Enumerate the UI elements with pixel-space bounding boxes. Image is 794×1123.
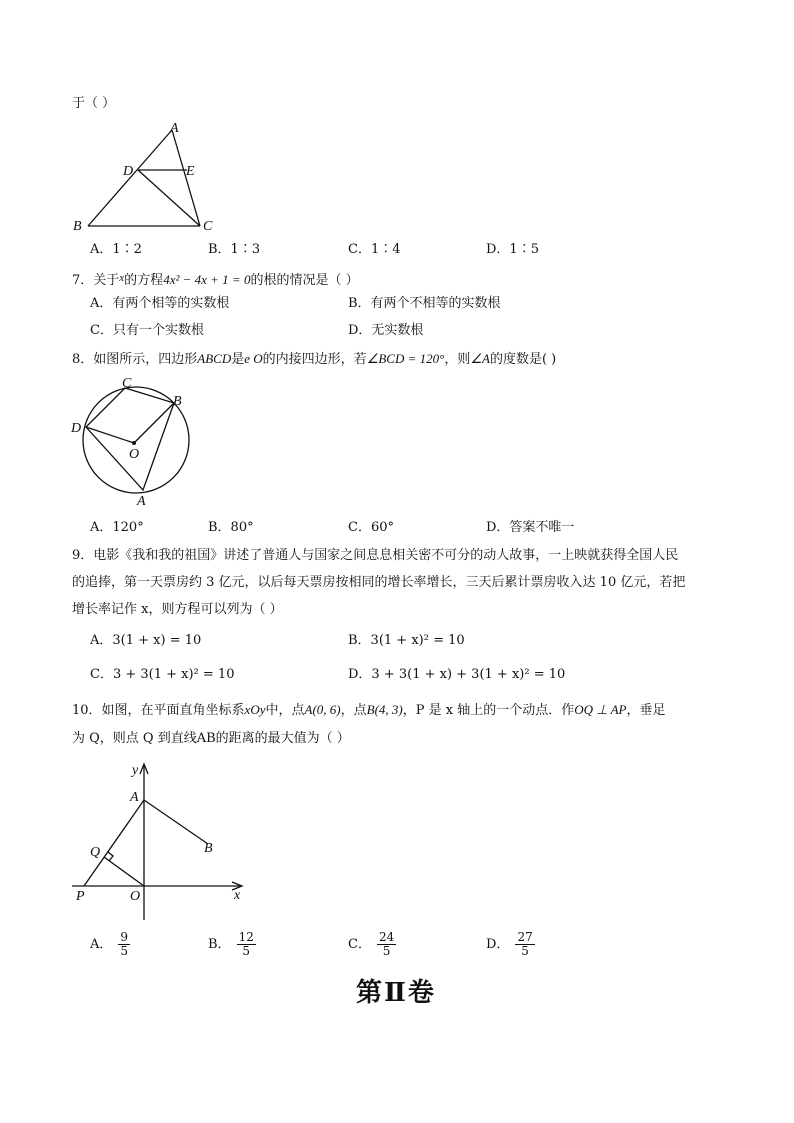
- q8-option-a[interactable]: A．120°: [90, 520, 144, 535]
- q10-option-c[interactable]: C． $\frac{24}{5}$: [348, 930, 395, 958]
- q6-option-c[interactable]: C．1∶4: [348, 242, 401, 257]
- q6-option-a[interactable]: A．1∶2: [90, 242, 142, 257]
- q8-stem: 8．如图所示，四边形ABCD是e O的内接四边形，若∠BCD = 120°，则∠A的度数是( ): [72, 351, 557, 367]
- q7-option-b[interactable]: B．有两个不相等的实数根: [348, 296, 501, 311]
- q6-label-b: B: [73, 219, 82, 234]
- q6-triangle-figure: [70, 118, 220, 238]
- q8-option-d[interactable]: D．答案不唯一: [486, 520, 575, 535]
- q6-option-b[interactable]: B．1∶3: [208, 242, 261, 257]
- q10-label-q: Q: [90, 845, 101, 860]
- q9-stem-line3: 增长率记作 x，则方程可以列为（ ）: [72, 602, 283, 617]
- q10-label-a: A: [130, 790, 139, 805]
- q7-option-a[interactable]: A．有两个相等的实数根: [90, 296, 230, 311]
- q10-label-y: y: [132, 763, 139, 778]
- q9-option-d[interactable]: D．3 + 3(1 + x) + 3(1 + x)² = 10: [348, 667, 566, 682]
- q8-label-a: A: [137, 494, 146, 509]
- q9-option-c[interactable]: C．3 + 3(1 + x)² = 10: [90, 667, 235, 682]
- q6-label-a: A: [170, 121, 179, 136]
- q8-label-c: C: [122, 376, 132, 391]
- q8-option-b[interactable]: B．80°: [208, 520, 254, 535]
- q7-option-c[interactable]: C．只有一个实数根: [90, 323, 204, 338]
- q9-option-b[interactable]: B．3(1 + x)² = 10: [348, 633, 465, 648]
- q10-label-x: x: [234, 888, 241, 903]
- q7-equation: 4x² − 4x + 1 = 0: [163, 272, 251, 287]
- q6-label-c: C: [203, 219, 213, 234]
- q10-label-b: B: [204, 841, 213, 856]
- q6-option-d[interactable]: D．1∶5: [486, 242, 539, 257]
- q8-option-c[interactable]: C．60°: [348, 520, 394, 535]
- q8-label-b: B: [173, 394, 182, 409]
- q8-label-d: D: [71, 421, 82, 436]
- q10-coordinate-figure: [68, 758, 258, 928]
- q10-label-o: O: [130, 889, 141, 904]
- q6-label-d: D: [123, 164, 134, 179]
- q8-circle-figure: [68, 374, 198, 510]
- q6-stem-tail: 于（ ）: [72, 96, 116, 111]
- section-title: 第Ⅱ卷: [356, 978, 436, 1008]
- q8-label-o: O: [129, 447, 140, 462]
- q10-stem-line2: 为 Q，则点 Q 到直线AB的距离的最大值为（ ）: [72, 731, 350, 746]
- q6-label-e: E: [186, 164, 195, 179]
- q7-stem: 7．关于$^x$的方程4x² − 4x + 1 = 0的根的情况是（ ）: [72, 272, 359, 288]
- q9-option-a[interactable]: A．3(1 + x) = 10: [90, 633, 202, 648]
- q10-option-b[interactable]: B． $\frac{12}{5}$: [208, 930, 254, 958]
- q7-option-d[interactable]: D．无实数根: [348, 323, 424, 338]
- q10-stem-line1: 10．如图，在平面直角坐标系xOy中，点A(0, 6)，点B(4, 3)，P 是 x 轴上的一个动点．作OQ ⊥ AP，垂足: [72, 702, 666, 718]
- q10-option-a[interactable]: A． $\frac{9}{5}$: [90, 930, 129, 958]
- q10-label-p: P: [76, 889, 85, 904]
- q9-stem-line1: 9．电影《我和我的祖国》讲述了普通人与国家之间息息相关密不可分的动人故事，一上映就获得全国人民: [72, 548, 679, 563]
- q9-stem-line2: 的追捧，第一天票房约 3 亿元，以后每天票房按相同的增长率增长，三天后累计票房收入达 10 亿元，若把: [72, 575, 686, 590]
- q10-option-d[interactable]: D． $\frac{27}{5}$: [486, 930, 533, 958]
